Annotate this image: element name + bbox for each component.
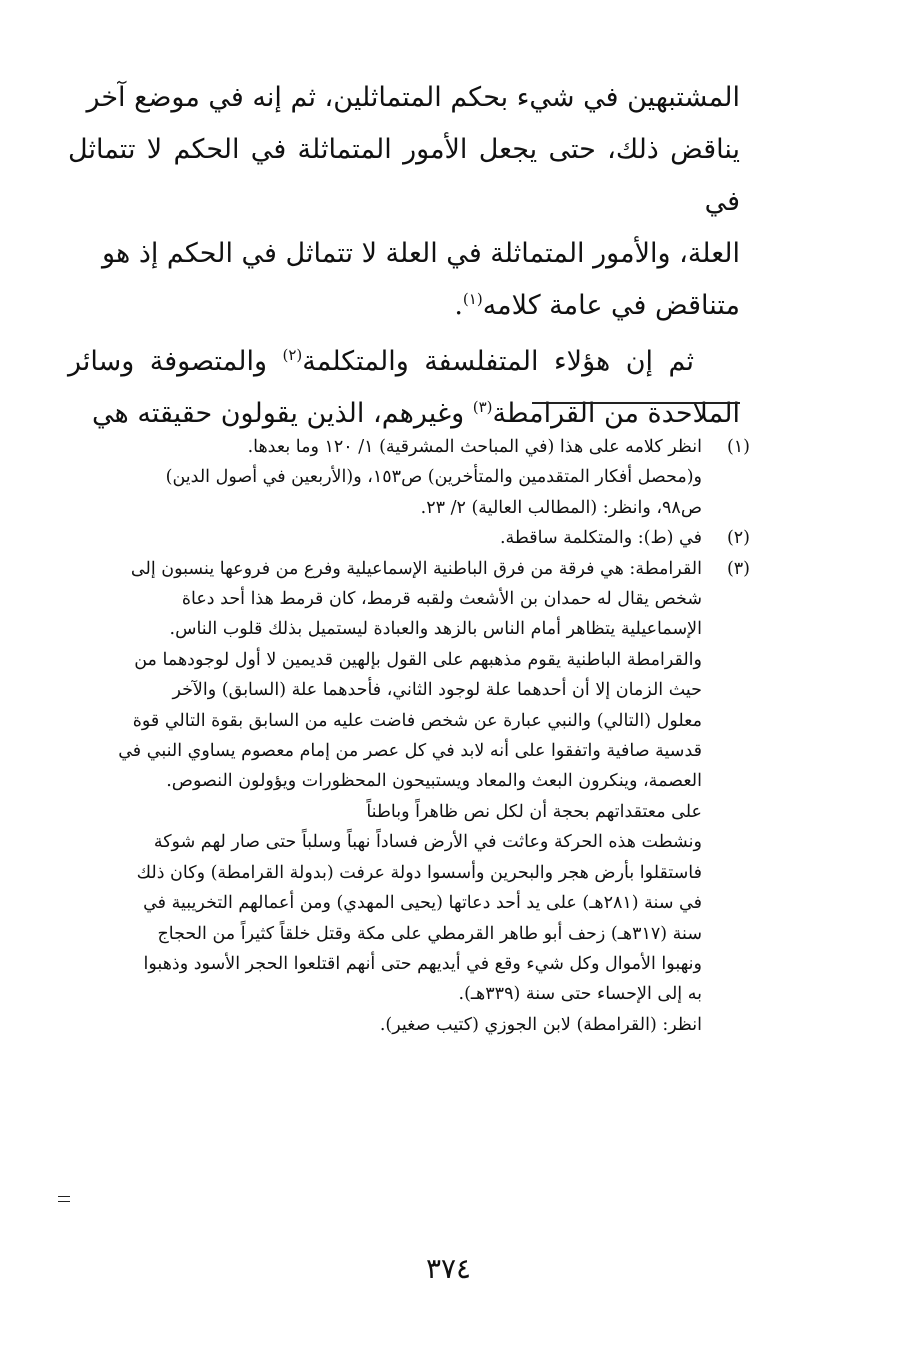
footnote-ref-3[interactable]: (٣) bbox=[472, 398, 493, 416]
footnote-separator bbox=[532, 402, 740, 404]
footnote-line: على معتقداتهم بحجة أن لكل نص ظاهراً وباطناً bbox=[366, 801, 702, 822]
footnote-line: فاستقلوا بأرض هجر والبحرين وأسسوا دولة عرفت (بدولة القرامطة) وكان ذلك bbox=[136, 862, 702, 883]
text-segment: وغيرهم، الذين يقولون حقيقته هي bbox=[92, 398, 473, 429]
footnote-3 bbox=[68, 554, 750, 1041]
continuation-mark bbox=[58, 1196, 70, 1202]
footnote-line: قدسية صافية واتفقوا على أنه لابد في كل عصر من إمام معصوم يساوي النبي في bbox=[118, 741, 702, 762]
text-segment: ثم إن هؤلاء المتفلسفة والمتكلمة bbox=[302, 346, 694, 377]
footnote-line: العصمة، وينكرون البعث والمعاد ويستبيحون المحظورات ويؤولون النصوص. bbox=[166, 771, 702, 792]
text-line: يناقض ذلك، حتى يجعل الأمور المتماثلة في الحكم لا تتماثل في bbox=[68, 134, 740, 217]
page-number: ٣٧٤ bbox=[425, 1252, 472, 1285]
text-line: العلة، والأمور المتماثلة في العلة لا تتماثل في الحكم إذ هو bbox=[102, 238, 740, 269]
footnote-body bbox=[68, 432, 702, 523]
footnote-body bbox=[68, 554, 702, 1041]
footnote-ref-2[interactable]: (٢) bbox=[282, 346, 303, 364]
footnote-line: معلول (التالي) والنبي عبارة عن شخص فاضت عليه من السابق بقوة التالي قوة bbox=[132, 710, 702, 731]
footnote-line: ونشطت هذه الحركة وعاثت في الأرض فساداً نهباً وسلباً حتى صار لهم شوكة bbox=[153, 832, 702, 853]
text-line-end: . bbox=[454, 290, 463, 321]
paragraph-2 bbox=[68, 336, 740, 440]
footnote-line: به إلى الإحساء حتى سنة (٣٣٩هـ). bbox=[458, 984, 702, 1005]
footnote-line: الإسماعيلية يتظاهر أمام الناس بالزهد والعبادة ليستميل بذلك قلوب الناس. bbox=[169, 619, 702, 640]
footnote-line: القرامطة: هي فرقة من فرق الباطنية الإسماعيلية وفرع من فروعها ينسبون إلى bbox=[130, 558, 702, 579]
footnote-line: انظر كلامه على هذا (في المباحث المشرقية) ١/ ١٢٠ وما بعدها. bbox=[247, 437, 702, 457]
main-text bbox=[68, 72, 740, 440]
footnote-line: و(محصل أفكار المتقدمين والمتأخرين) ص١٥٣، و(الأربعين في أصول الدين) bbox=[165, 467, 702, 488]
text-segment: والمتصوفة وسائر الملاحدة من القرامطة bbox=[68, 346, 740, 429]
text-line: متناقض في عامة كلامه bbox=[482, 290, 740, 321]
text-line: المشتبهين في شيء بحكم المتماثلين، ثم إنه في موضع آخر bbox=[86, 82, 740, 113]
footnote-ref-1[interactable]: (١) bbox=[462, 290, 483, 308]
footnotes bbox=[68, 432, 750, 1040]
footnote-line: انظر: (القرامطة) لابن الجوزي (كتيب صغير). bbox=[379, 1014, 702, 1035]
footnote-line: ص٩٨، وانظر: (المطالب العالية) ٢/ ٢٣. bbox=[420, 497, 702, 518]
footnote-line: والقرامطة الباطنية يقوم مذهبهم على القول بإلهين قديمين لا أول لوجودهما من bbox=[134, 649, 702, 670]
footnote-line: سنة (٣١٧هـ) زحف أبو طاهر القرمطي على مكة وقتل خلقاً كثيراً من الحجاج bbox=[157, 923, 702, 944]
footnote-number: (١) bbox=[726, 437, 750, 457]
footnote-line: في (ط): والمتكلمة ساقطة. bbox=[499, 528, 702, 549]
footnote-number: (٢) bbox=[726, 528, 750, 549]
footnote-line: حيث الزمان إلا أن أحدهما علة لوجود الثاني، فأحدهما علة (السابق) والآخر bbox=[172, 680, 702, 701]
footnote-line: ونهبوا الأموال وكل شيء وقع في أيديهم حتى أنهم اقتلعوا الحجر الأسود وذهبوا bbox=[143, 953, 702, 974]
footnote-1 bbox=[68, 432, 750, 523]
footnote-body bbox=[68, 523, 702, 553]
paragraph-1 bbox=[68, 72, 740, 332]
footnote-line: في سنة (٢٨١هـ) على يد أحد دعاتها (يحيى المهدي) ومن أعمالهم التخريبية في bbox=[143, 893, 702, 914]
footnote-2 bbox=[68, 523, 750, 553]
footnote-line: شخص يقال له حمدان بن الأشعث ولقبه قرمط، كان قرمط هذا أحد دعاة bbox=[181, 589, 702, 610]
footnote-number: (٣) bbox=[726, 558, 750, 579]
